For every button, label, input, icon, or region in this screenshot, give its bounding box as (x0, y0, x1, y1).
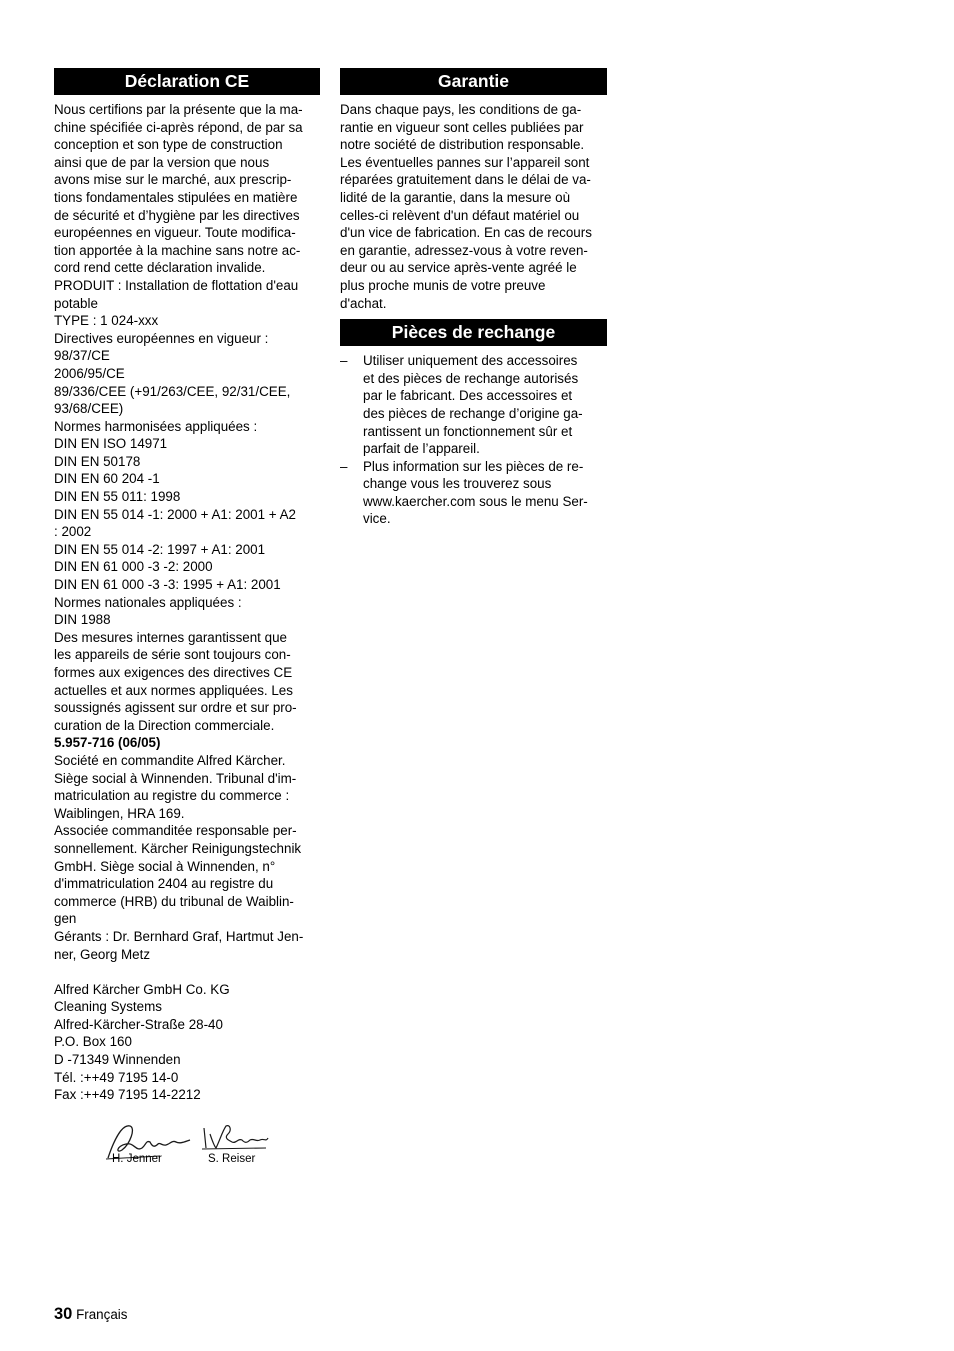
declaration-line: DIN EN 50178 (54, 453, 141, 469)
declaration-line: conception et son type de construction (54, 137, 283, 153)
declaration-line: DIN EN 61 000 -3 -2: 2000 (54, 559, 213, 575)
declaration-line: 93/68/CEE) (54, 401, 124, 417)
garantie-line: d'achat. (340, 295, 387, 311)
pieces-line: et des pièces de rechange autorisés (363, 370, 579, 386)
pieces-line: des pièces de rechange d’origine ga- (363, 405, 583, 421)
garantie-line: en garantie, adressez-vous à votre reven- (340, 242, 588, 258)
dash-bullet: – (340, 458, 348, 474)
company-line: commerce (HRB) du tribunal de Waiblin- (54, 893, 294, 909)
declaration-line: 2006/95/CE (54, 365, 125, 381)
declaration-line: DIN EN 55 014 -1: 2000 + A1: 2001 + A2 (54, 506, 296, 522)
declaration-line: DIN EN ISO 14971 (54, 436, 168, 452)
declaration-line: européennes en vigueur. Toute modifica- (54, 225, 296, 241)
declaration-line: Nous certifions par la présente que la ma- (54, 102, 303, 117)
declaration-line: de sécurité et d’hygiène par les directives (54, 207, 300, 223)
garantie-heading: Garantie (340, 68, 607, 95)
dash-bullet: – (340, 353, 348, 369)
garantie-line: Les éventuelles pannes sur l’appareil sont (340, 154, 590, 170)
company-line: Waiblingen, HRA 169. (54, 805, 185, 821)
declaration-line: PRODUIT : Installation de flottation d'eau (54, 277, 299, 293)
declaration-line: DIN EN 55 011: 1998 (54, 489, 181, 505)
part-number: 5.957-716 (06/05) (54, 735, 161, 751)
declaration-line: 89/336/CEE (+91/263/CEE, 92/31/CEE, (54, 383, 291, 399)
pieces-line: parfait de l’appareil. (363, 441, 480, 457)
garantie-line: rantie en vigueur sont celles publiées par (340, 119, 584, 135)
declaration-line: 98/37/CE (54, 348, 110, 364)
declaration-line: DIN EN 61 000 -3 -3: 1995 + A1: 2001 (54, 577, 281, 593)
company-line: Associée commanditée responsable per- (54, 823, 297, 839)
address-line: Cleaning Systems (54, 999, 162, 1015)
company-line: GmbH. Siège social à Winnenden, n° (54, 858, 276, 874)
company-line: sonnellement. Kärcher Reinigungstechnik (54, 840, 302, 856)
pieces-line: www.kaercher.com sous le menu Ser- (363, 493, 588, 509)
declaration-line: avons mise sur le marché, aux prescrip- (54, 172, 292, 188)
declaration-text (54, 101, 320, 734)
spacer (54, 963, 320, 981)
signature-area (100, 1118, 275, 1168)
address-line: Alfred Kärcher GmbH Co. KG (54, 981, 230, 997)
address-line: Fax :++49 7195 14-2212 (54, 1087, 201, 1103)
garantie-line: d'un vice de fabrication. En cas de recours (340, 225, 592, 241)
company-line: Siège social à Winnenden. Tribunal d'im- (54, 770, 297, 786)
declaration-line: actuelles et aux normes appliquées. Les (54, 682, 293, 698)
company-line: gen (54, 911, 77, 927)
declaration-line: Normes harmonisées appliquées : (54, 418, 258, 434)
declaration-line: Des mesures internes garantissent que (54, 629, 287, 645)
declaration-line: chine spécifiée ci-après répond, de par sa (54, 119, 303, 135)
declaration-line: tions fondamentales stipulées en matière (54, 189, 298, 205)
page-number: 30 (54, 1305, 73, 1323)
pieces-list (340, 352, 607, 528)
garantie-line: Dans chaque pays, les conditions de ga- (340, 102, 582, 117)
page-footer (54, 1305, 127, 1324)
declaration-line: formes aux exigences des directives CE (54, 665, 293, 680)
pieces-line: rantissent un fonctionnement sûr et (363, 423, 573, 439)
declaration-line: curation de la Direction commerciale. (54, 717, 275, 733)
declaration-line: soussignés agissent sur ordre et sur pro- (54, 700, 297, 716)
declaration-column (54, 68, 320, 1104)
declaration-line: : 2002 (54, 524, 92, 540)
garantie-line: lidité de la garantie, dans la mesure où (340, 189, 571, 205)
pieces-line: Plus information sur les pièces de re- (363, 458, 584, 474)
declaration-line: DIN 1988 (54, 612, 111, 628)
declaration-line: les appareils de série sont toujours con- (54, 647, 291, 663)
footer-language: Français (76, 1307, 128, 1322)
declaration-line: Normes nationales appliquées : (54, 594, 242, 610)
pieces-line: Utiliser uniquement des accessoires (363, 353, 578, 369)
address-line: Tél. :++49 7195 14-0 (54, 1069, 179, 1085)
declaration-line: Directives européennes en vigueur : (54, 330, 269, 346)
declaration-line: DIN EN 55 014 -2: 1997 + A1: 2001 (54, 541, 266, 557)
signature-name-right: S. Reiser (208, 1153, 256, 1165)
company-line: d'immatriculation 2404 au registre du (54, 876, 274, 892)
pieces-line: par le fabricant. Des accessoires et (363, 388, 573, 404)
address-block (54, 981, 320, 1104)
list-item (340, 458, 607, 528)
declaration-line: tion apportée à la machine sans notre ac- (54, 242, 301, 258)
right-column (340, 68, 607, 528)
declaration-line: cord rend cette déclaration invalide. (54, 260, 266, 276)
garantie-line: plus proche munis de votre preuve (340, 277, 546, 293)
company-line: matriculation au registre du commerce : (54, 788, 290, 804)
declaration-line: TYPE : 1 024-xxx (54, 313, 159, 329)
declaration-line: ainsi que de par la version que nous (54, 154, 270, 170)
list-item (340, 352, 607, 458)
signature-name-left: H. Jenner (112, 1153, 162, 1165)
pieces-line: vice. (363, 511, 391, 527)
declaration-line: potable (54, 295, 98, 311)
address-line: D -71349 Winnenden (54, 1052, 181, 1068)
address-line: P.O. Box 160 (54, 1034, 132, 1050)
address-line: Alfred-Kärcher-Straße 28-40 (54, 1016, 223, 1032)
garantie-line: notre société de distribution responsable. (340, 137, 585, 153)
company-line: Société en commandite Alfred Kärcher. (54, 752, 286, 768)
garantie-line: celles-ci relèvent d'un défaut matériel ou (340, 207, 580, 223)
company-line: ner, Georg Metz (54, 946, 151, 962)
declaration-heading: Déclaration CE (54, 68, 320, 95)
garantie-text (340, 101, 607, 312)
pieces-heading: Pièces de rechange (340, 319, 607, 346)
declaration-line: DIN EN 60 204 -1 (54, 471, 160, 487)
pieces-line: change vous les trouverez sous (363, 476, 552, 492)
company-line: Gérants : Dr. Bernhard Graf, Hartmut Jen- (54, 928, 304, 944)
garantie-line: réparées gratuitement dans le délai de va- (340, 172, 591, 188)
garantie-line: deur ou au service après-vente agréé le (340, 260, 577, 276)
company-text (54, 752, 320, 963)
